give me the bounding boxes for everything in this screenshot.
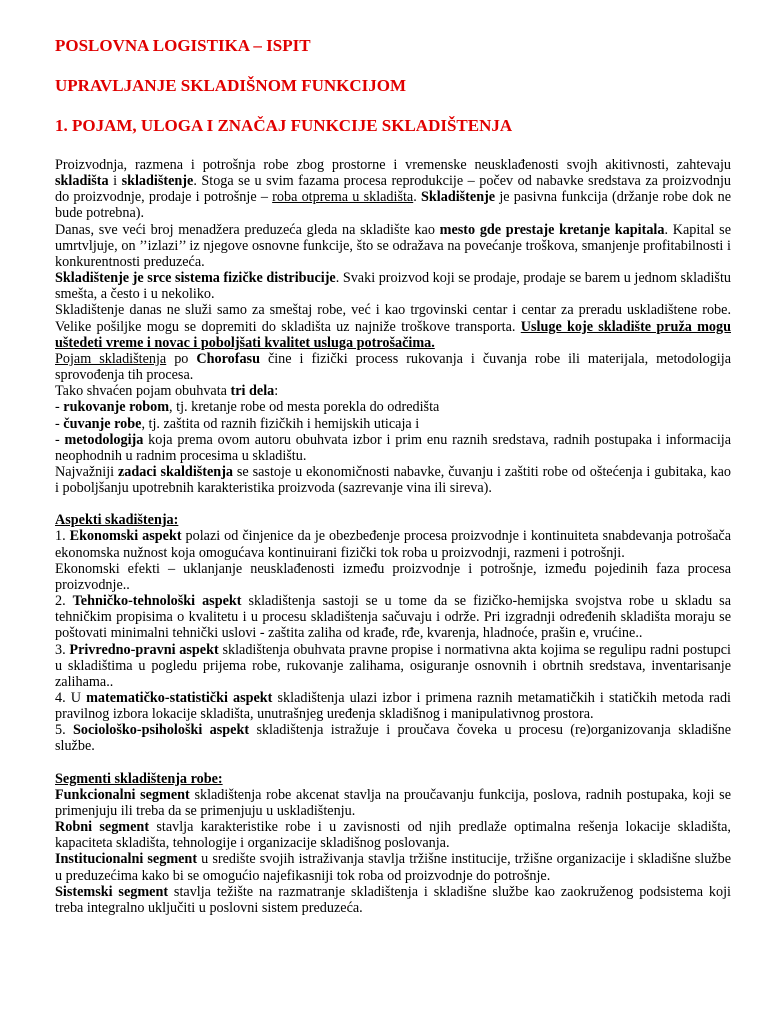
list-item: 3. Privredno-pravni aspekt skladištenja obuhvata pravne propise i normativna akta kojima se regulipu radni postupci u skladištima u pogledu prijema robe, rukovanje zalihama, osiguranje osnovnih i obrtnih sredstava, inventarisanje zalihama..: [55, 641, 731, 690]
list-item: 4. U matematičko-statistički aspekt skladištenja ulazi izbor i primena raznih metamatičkih i statičkih metoda radi pravilnog izbora lokacije skladišta, unutrašnjeg uređenja skladišnog i manipulativnog prostora.: [55, 690, 731, 723]
section-title: UPRAVLJANJE SKLADIŠNOM FUNKCIJOM: [55, 76, 407, 95]
paragraph: Sistemski segment stavlja težište na razmatranje skladištenja i skladišne službe kao zaokruženog podsistema koji treba integralno uključiti u poslovni sistem preduzeća.: [55, 883, 731, 916]
paragraph: Proizvodnja, razmena i potrošnja robe zbog prostorne i vremenske neusklađenosti svojh akitivnosti, zahtevaju skladišta i skladištenje. Stoga se u svim fazama procesa reprodukcije – počev od nabavke sredstava za proizvodnju do proizvodnje, prodaje i potrošnje – roba otprema u skladišta. Skladištenje je pasivna funkcija (držanje robe dok ne bude potrebna).: [55, 157, 732, 222]
paragraph: Ekonomski efekti – uklanjanje neusklađenosti između proizvodnje i potrošnje, između pojedinih faza procesa proizvodnje..: [55, 560, 731, 593]
list-item: 2. Tehničko-tehnološki aspekt skladištenja sastoji se u tome da se fizičko-hemijska svojstva robe u skladu sa tehničkim propisima o kvalitetu i u procesu skladištenja sačuvaju i održe. Pri izgradnji određenih skladišta moraju se poštovati minimalni tehnički uslovi - zaštita zaliha od krađe, rđe, kvarenja, hladnoće, prašin e, vrućine..: [55, 593, 732, 642]
paragraph: Danas, sve veći broj menadžera preduzeća gleda na skladište kao mesto gde prestaje kretanje kapitala. Kapital se umrtvljuje, on ’’izlazi’’ iz njegove osnovne funkcije, što se odražava na povećanje troškova, smanjenje profitabilnosti i konkurentnosti preduzeća.: [55, 221, 731, 270]
spacer: [55, 755, 731, 771]
list-item: 5. Sociološko-psihološki aspekt skladištenja istražuje i proučava čoveka u procesu (re)organizovanja skladišne službe.: [55, 722, 732, 755]
paragraph: Robni segment stavlja karakteristike robe i u zavisnosti od njih predlaže optimalna rešenja lokacije skladišta, kapaciteta skladišta, tehnologije i organizacije skladišnog poslovanja.: [55, 819, 731, 852]
paragraph: Najvažniji zadaci skaldištenja se sastoje u ekonomičnosti nabavke, čuvanju i zaštiti robe od oštećenja i gubitaka, kao i poboljšanju upotrebnih karakteristika proizvoda (sazrevanje vina ili sireva).: [55, 463, 731, 497]
aspects-heading: Aspekti skadištenja:: [55, 512, 179, 529]
segments-heading: Segmenti skladištenja robe:: [55, 770, 223, 787]
paragraph: Pojam skladištenja po Chorofasu čine i fizički process rukovanja i čuvanja robe ili materijala, metodologija sprovođenja tih procesa.: [55, 350, 731, 384]
list-item: 1. Ekonomski aspekt polazi od činjenice da je obezbeđenje procesa proizvodnje i kontinuiteta snabdevanja potrošača ekonomska nužnost koja omogućava kontinuirani fizički tok roba u proizvodnji, razmeni i potrošnji.: [55, 528, 731, 561]
list-item: - čuvanje robe, tj. zaštita od raznih fizičkih i hemijskih uticaja i: [55, 415, 420, 432]
document-title: POSLOVNA LOGISTIKA – ISPIT: [55, 36, 311, 55]
document-body: [55, 157, 731, 916]
paragraph: Skladištenje je srce sistema fizičke distribucije. Svaki proizvod koji se prodaje, prodaje se barem u jednom skladištu smešta, a često i u nekoliko.: [55, 270, 731, 303]
paragraph: Tako shvaćen pojam obuhvata tri dela:: [55, 383, 279, 400]
spacer: [55, 496, 731, 512]
paragraph: Institucionalni segment u središte svojih istraživanja stavlja tržišne institucije, tržišne organizacije i skladišne službe u preduzećima kako bi se omogućio najefikasniji tok roba od proizvodnje do potrošnje.: [55, 851, 731, 884]
paragraph: Skladištenje danas ne služi samo za smeštaj robe, već i kao trgovinski centar i centar za preradu uskladištene robe. Velike pošiljke mogu se dopremiti do skladišta uz najniže troškove transporta. Usluge koje skladište pruža mogu uštedeti vreme i novac i poboljšati kvalitet usluga potrošačima.: [55, 302, 732, 351]
paragraph: Funkcionalni segment skladištenja robe akcenat stavlja na proučavanju funkcija, poslova, radnih postupaka, koji se primenjuju ili treba da se primenjuju u uskladištenju.: [55, 786, 731, 819]
chapter-title: 1. POJAM, ULOGA I ZNAČAJ FUNKCIJE SKLADIŠTENJA: [55, 116, 513, 135]
list-item: - metodologija koja prema ovom autoru obuhvata izbor i prim enu raznih sredstava, radnih postupaka i informacija neophodnih u radnim procesima u skladištu.: [55, 431, 731, 464]
list-item: - rukovanje robom, tj. kretanje robe od mesta porekla do odredišta: [55, 399, 440, 416]
